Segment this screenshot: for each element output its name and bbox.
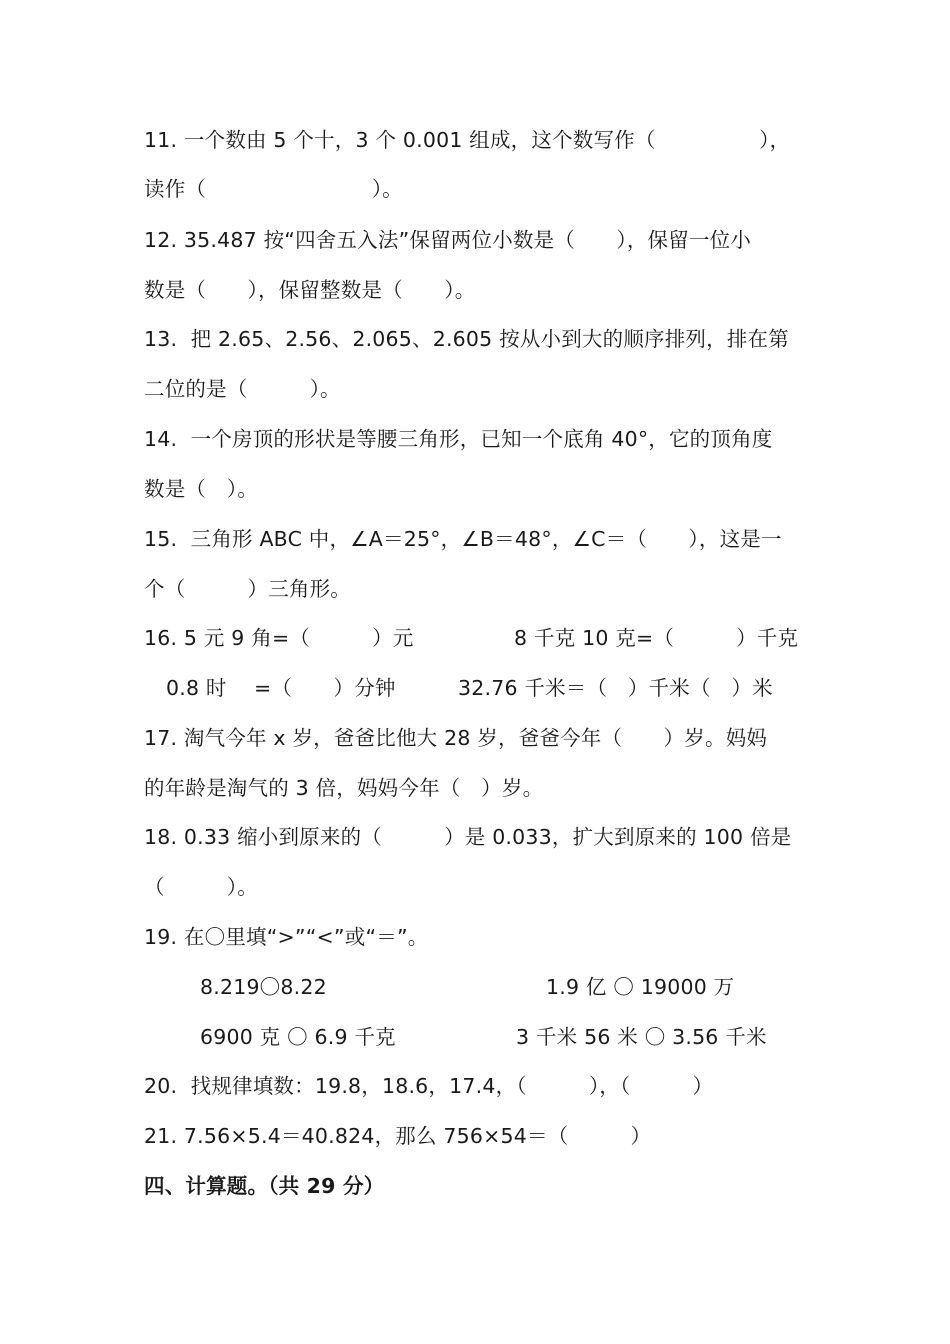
question-18-line-2: （ ）。 <box>144 875 258 899</box>
question-17-line-1: 17. 淘气今年 x 岁，爸爸比他大 28 岁，爸爸今年（ ）岁。妈妈 <box>144 726 768 750</box>
question-19-item-a: 8.219〇8.22 <box>200 975 327 999</box>
question-13-line-1: 13. 把 2.65、2.56、2.065、2.605 按从小到大的顺序排列，排在第 <box>144 327 789 351</box>
question-19-item-c: 6900 克 〇 6.9 千克 <box>200 1025 396 1049</box>
question-18-line-1: 18. 0.33 缩小到原来的（ ）是 0.033，扩大到原来的 100 倍是 <box>144 825 792 849</box>
question-16-part-c: 0.8 时 =（ ）分钟 <box>166 676 396 700</box>
question-21-line-1: 21. 7.56×5.4＝40.824，那么 756×54＝（ ） <box>144 1124 652 1148</box>
question-12-line-2: 数是（ ），保留整数是（ ）。 <box>144 278 476 302</box>
question-11-line-2: 读作（ ）。 <box>144 177 403 201</box>
question-19-item-d: 3 千米 56 米 〇 3.56 千米 <box>516 1025 767 1049</box>
question-13-line-2: 二位的是（ ）。 <box>144 377 341 401</box>
question-19-line-1: 19. 在〇里填“>”“<”或“＝”。 <box>144 925 429 949</box>
question-15-line-2: 个（ ）三角形。 <box>144 577 351 601</box>
question-14-line-2: 数是（ ）。 <box>144 477 258 501</box>
question-20-line-1: 20. 找规律填数：19.8，18.6，17.4，（ ），（ ） <box>144 1074 714 1098</box>
question-11-line-1: 11. 一个数由 5 个十，3 个 0.001 组成，这个数写作（ ）， <box>144 128 791 152</box>
question-19-item-b: 1.9 亿 〇 19000 万 <box>546 975 735 999</box>
question-16-part-d: 32.76 千米＝（ ）千米（ ）米 <box>458 676 773 700</box>
question-15-line-1: 15. 三角形 ABC 中，∠A＝25°，∠B＝48°，∠C＝（ ），这是一 <box>144 527 782 551</box>
question-12-line-1: 12. 35.487 按“四舍五入法”保留两位小数是（ ），保留一位小 <box>144 228 752 252</box>
question-16-part-b: 8 千克 10 克=（ ）千克 <box>514 626 799 650</box>
question-16-part-a: 16. 5 元 9 角=（ ）元 <box>144 626 414 650</box>
question-14-line-1: 14. 一个房顶的形状是等腰三角形，已知一个底角 40°，它的顶角度 <box>144 427 773 451</box>
section-4-heading: 四、计算题。（共 29 分） <box>144 1174 385 1198</box>
question-17-line-2: 的年龄是淘气的 3 倍，妈妈今年（ ）岁。 <box>144 776 544 800</box>
